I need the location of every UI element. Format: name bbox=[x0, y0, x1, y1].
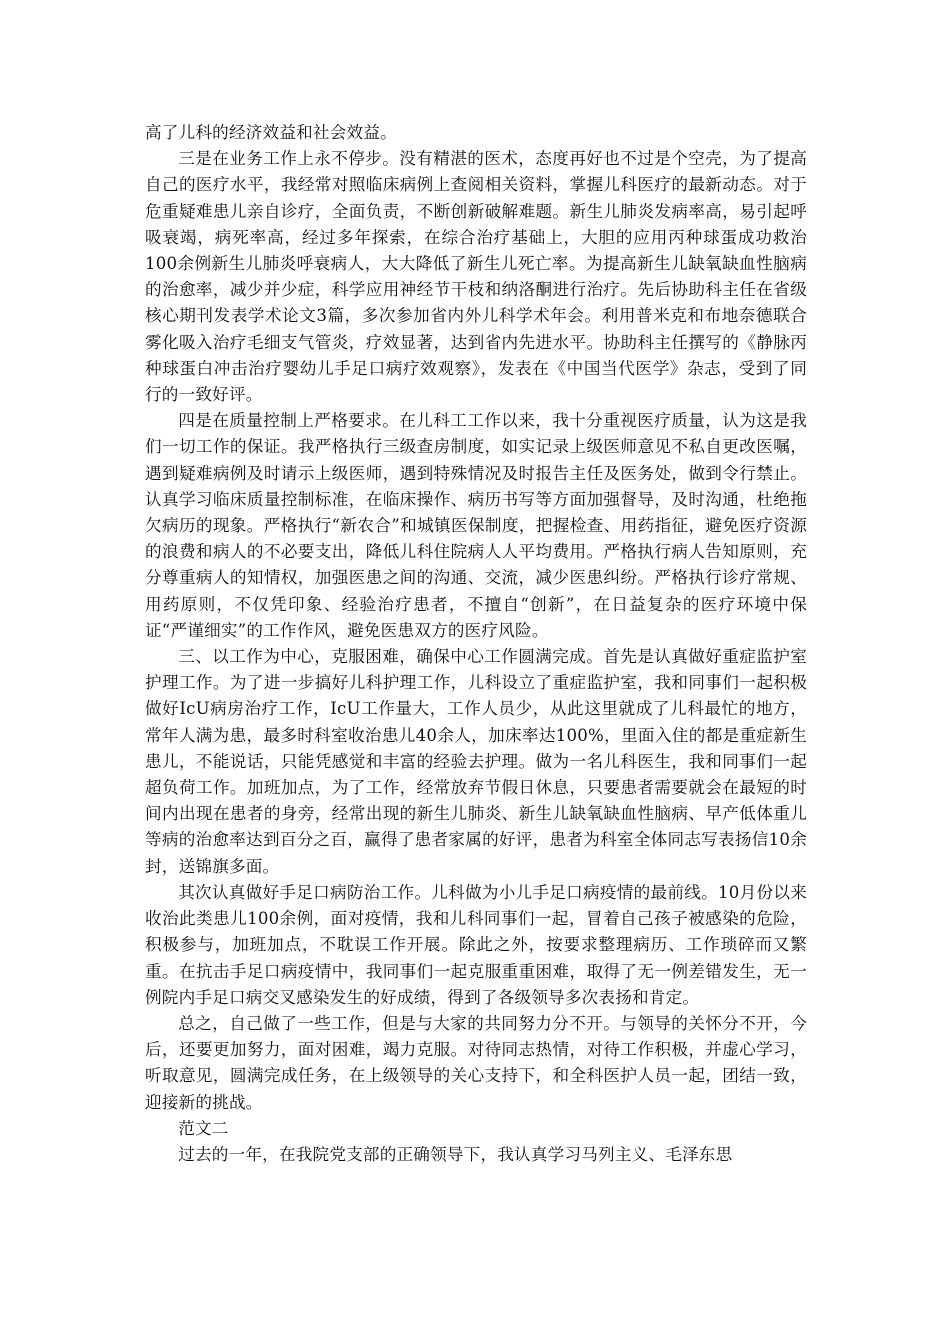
paragraph-hfmd-prevention: 其次认真做好手足口病防治工作。儿科做为小儿手足口病疫情的最前线。10月份以来收治此类患儿100余例，面对疫情，我和儿科同事们一起，冒着自己孩子被感染的危险，积极参与，加班加点，不耽误工作开展。除此之外，按要求整理病历、工作琐碎而又繁重。在抗击手足口病疫情中，我同事们一起克服重重困难，取得了无一例差错发生，无一例院内手足口病交叉感染发生的好成绩，得到了各级领导多次表扬和肯定。 bbox=[145, 882, 807, 1007]
paragraph-work-center: 三、以工作为中心，克服困难，确保中心工作圆满完成。首先是认真做好重症监护室护理工作。为了进一步搞好儿科护理工作，儿科设立了重症监护室，我和同事们一起积极做好IcU病房治疗工作，IcU工作量大，工作人员少，从此这里就成了儿科最忙的地方，常年人满为患，最多时科室收治患儿40余人，加床率达100%，里面入住的都是重症新生患儿，不能说话，只能凭感觉和丰富的经验去护理。做为一名儿科医生，我和同事们一起超负荷工作。加班加点，为了工作，经常放弃节假日休息，只要患者需要就会在最短的时间内出现在患者的身旁，经常出现的新生儿肺炎、新生儿缺氧缺血性脑病、早产低体重儿等病的治愈率达到百分之百，赢得了患者家属的好评，患者为科室全体同志写表扬信10余封，送锦旗多面。 bbox=[145, 647, 807, 876]
paragraph-business-work: 三是在业务工作上永不停步。没有精湛的医术，态度再好也不过是个空壳，为了提高自己的医疗水平，我经常对照临床病例上查阅相关资料，掌握儿科医疗的最新动态。对于危重疑难患儿亲自诊疗，全面负责，不断创新破解难题。新生儿肺炎发病率高，易引起呼吸衰竭，病死率高，经过多年探索，在综合治疗基础上，大胆的应用丙种球蛋成功救治100余例新生儿肺炎呼衰病人，大大降低了新生儿死亡率。为提高新生儿缺氧缺血性脑病的治愈率，减少并少症，科学应用神经节干枝和纳洛酮进行治疗。先后协助科主任在省级核心期刊发表学术论文3篇，多次参加省内外儿科学术年会。利用普米克和布地奈德联合雾化吸入治疗毛细支气管炎，疗效显著，达到省内先进水平。协助科主任撰写的《静脉丙种球蛋白冲击治疗婴幼儿手足口病疗效观察》，发表在《中国当代医学》杂志，受到了同行的一致好评。 bbox=[145, 149, 807, 405]
paragraph-sample-two-intro: 过去的一年，在我院党支部的正确领导下，我认真学习马列主义、毛泽东思 bbox=[178, 1144, 733, 1164]
paragraph-summary: 总之，自己做了一些工作，但是与大家的共同努力分不开。与领导的关怀分不开，今后，还要更加努力，面对困难，竭力克服。对待同志热情，对待工作积极，并虚心学习，听取意见，圆满完成任务，在上级领导的关心支持下，和全科医护人员一起，团结一致，迎接新的挑战。 bbox=[145, 1013, 807, 1112]
document-body bbox=[145, 120, 807, 1168]
section-heading-sample-two: 范文二 bbox=[178, 1118, 229, 1138]
paragraph-quality-control: 四是在质量控制上严格要求。在儿科工工作以来，我十分重视医疗质量，认为这是我们一切工作的保证。我严格执行三级查房制度，如实记录上级医师意见不私自更改医嘱，遇到疑难病例及时请示上级医师，遇到特殊情况及时报告主任及医务处，做到令行禁止。认真学习临床质量控制标准，在临床操作、病历书写等方面加强督导，及时沟通，杜绝拖欠病历的现象。严格执行“新农合”和城镇医保制度，把握检查、用药指征，避免医疗资源的浪费和病人的不必要支出，降低儿科住院病人人平均费用。严格执行病人告知原则，充分尊重病人的知情权，加强医患之间的沟通、交流，减少医患纠纷。严格执行诊疗常规、用药原则，不仅凭印象、经验治疗患者，不擅自“创新”，在日益复杂的医疗环境中保证“严谨细实”的工作作风，避免医患双方的医疗风险。 bbox=[145, 411, 807, 640]
paragraph-continuation: 高了儿科的经济效益和社会效益。 bbox=[145, 123, 397, 142]
